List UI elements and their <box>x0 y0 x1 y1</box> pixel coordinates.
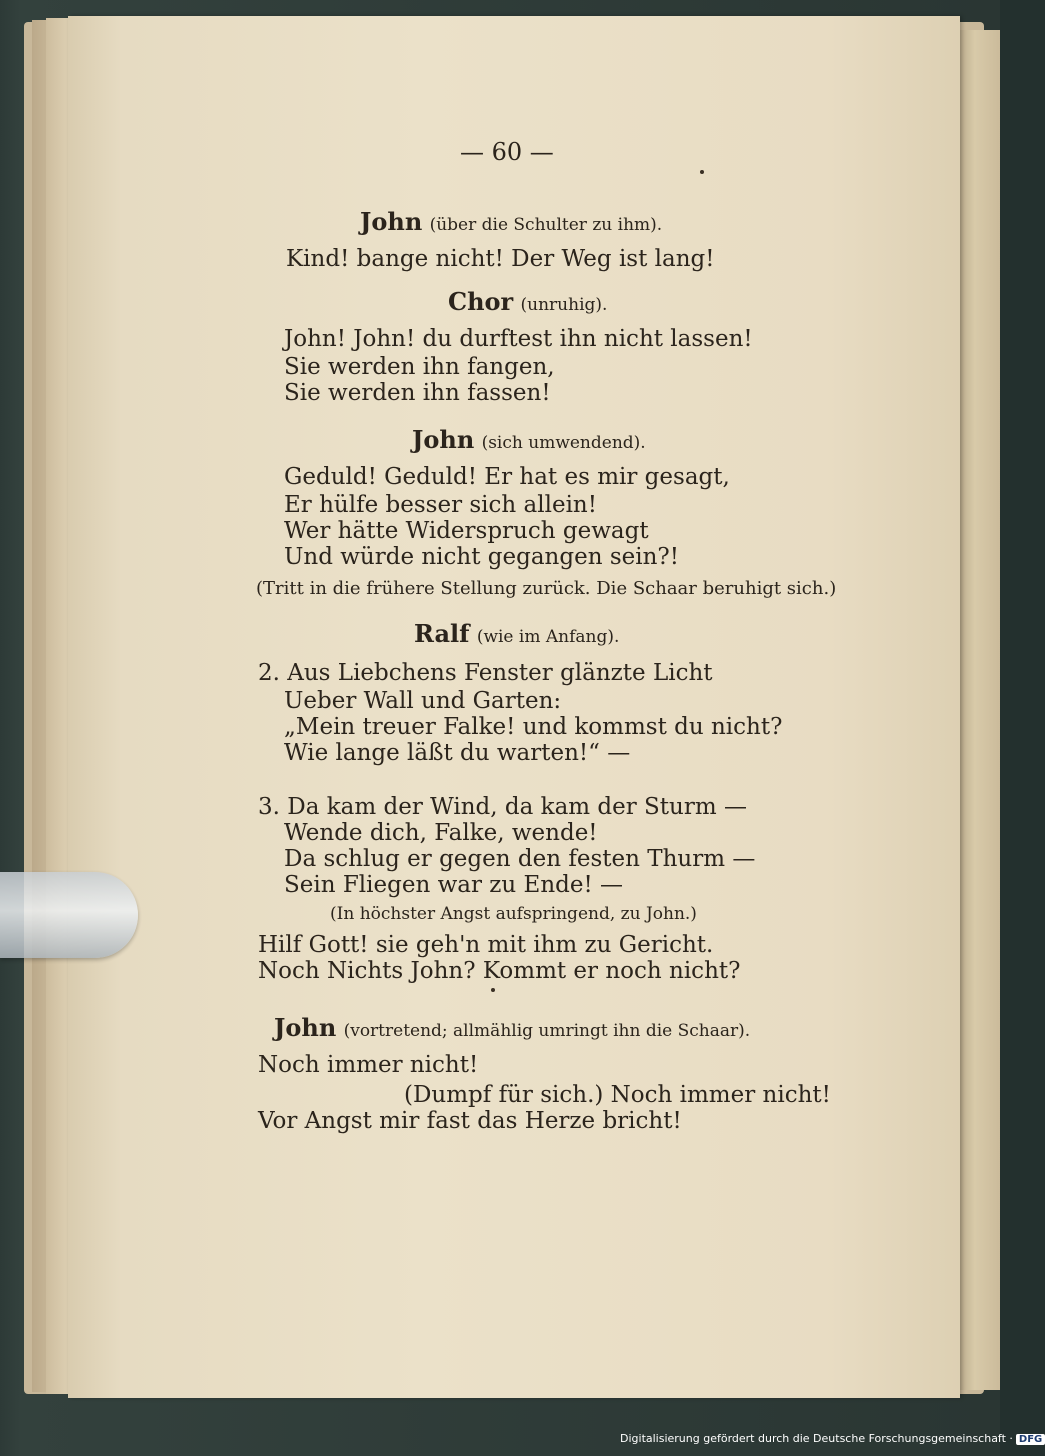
verse-line: Noch Nichts John? Kommt er noch nicht? <box>258 958 741 984</box>
verse-line: Hilf Gott! sie geh'n mit ihm zu Gericht. <box>258 932 714 958</box>
verse-line: Sein Fliegen war zu Ende! — <box>284 872 624 898</box>
digitization-footer <box>620 1432 1045 1445</box>
stage-direction-line: (In höchster Angst aufspringend, zu John.) <box>330 904 697 924</box>
speaker-name: John <box>274 1013 337 1042</box>
verse-line: Vor Angst mir fast das Herze bricht! <box>258 1108 682 1134</box>
verse-line: Wer hätte Widerspruch gewagt <box>284 518 649 544</box>
speaker-line <box>412 425 646 454</box>
speaker-name: John <box>360 207 423 236</box>
footer-text: Digitalisierung gefördert durch die Deutsche Forschungsgemeinschaft · <box>620 1432 1013 1445</box>
speaker-line <box>448 287 608 316</box>
speaker-name: John <box>412 425 475 454</box>
verse-line: Noch immer nicht! <box>258 1052 479 1078</box>
verse-line: Sie werden ihn fassen! <box>284 380 551 406</box>
stage-direction: (vortretend; allmählig umringt ihn die Schaar). <box>343 1021 751 1041</box>
verse-line: Da schlug er gegen den festen Thurm — <box>284 846 756 872</box>
speaker-line <box>414 619 620 648</box>
plastic-page-marker <box>0 872 138 958</box>
stage-direction: (sich umwendend). <box>481 433 646 453</box>
page-number: — 60 — <box>460 138 554 166</box>
ink-speck <box>491 988 495 992</box>
verse-line <box>404 1084 831 1107</box>
verse-line: 3. Da kam der Wind, da kam der Sturm — <box>258 794 747 820</box>
stage-direction-line: (Tritt in die frühere Stellung zurück. Die Schaar beruhigt sich.) <box>256 578 837 599</box>
verse-line: Kind! bange nicht! Der Weg ist lang! <box>286 246 715 272</box>
speaker-name: Chor <box>448 287 514 316</box>
speaker-line <box>274 1013 751 1042</box>
verse-line: Wende dich, Falke, wende! <box>284 820 598 846</box>
verse-line: Und würde nicht gegangen sein?! <box>284 544 679 570</box>
verse-line: Er hülfe besser sich allein! <box>284 492 597 518</box>
verse-line: Wie lange läßt du warten!“ — <box>284 740 631 766</box>
speaker-line <box>360 207 663 236</box>
dfg-logo-icon: DFG <box>1016 1434 1045 1445</box>
stage-direction: (unruhig). <box>520 295 608 315</box>
verse-line: Sie werden ihn fangen, <box>284 354 555 380</box>
verse-line: „Mein treuer Falke! und kommst du nicht? <box>284 714 783 740</box>
verse-text: (Dumpf für sich.) Noch immer nicht! <box>404 1082 831 1108</box>
book-page <box>68 16 960 1398</box>
verse-line: 2. Aus Liebchens Fenster glänzte Licht <box>258 660 713 686</box>
verse-line: Geduld! Geduld! Er hat es mir gesagt, <box>284 464 730 490</box>
verse-line: John! John! du durftest ihn nicht lassen! <box>284 326 753 352</box>
verse-line: Ueber Wall und Garten: <box>284 688 562 714</box>
stage-direction: (wie im Anfang). <box>476 627 620 647</box>
stage-direction: (über die Schulter zu ihm). <box>429 215 663 235</box>
speaker-name: Ralf <box>414 619 470 648</box>
ink-speck <box>700 170 704 174</box>
facing-page-edge <box>958 30 1000 1390</box>
